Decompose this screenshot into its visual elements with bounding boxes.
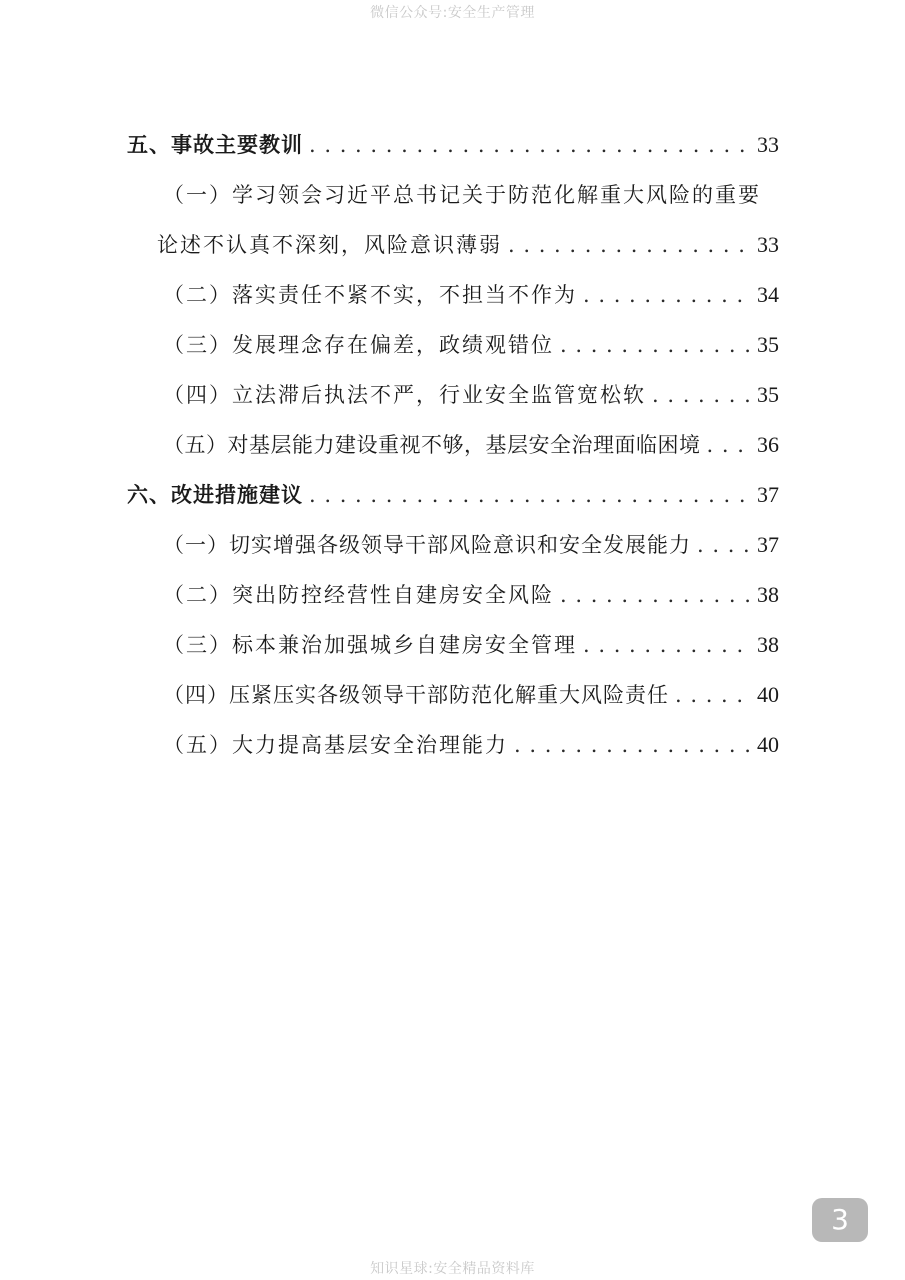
toc-entry-title: （三）标本兼治加强城乡自建房安全管理 bbox=[163, 633, 577, 657]
toc-entry[interactable] bbox=[163, 581, 779, 609]
toc-leader-dots bbox=[560, 331, 751, 359]
toc-entry[interactable] bbox=[163, 281, 779, 309]
toc-section-title: 五、事故主要教训 bbox=[127, 132, 303, 157]
toc-page-number: 40 bbox=[757, 732, 779, 757]
toc-leader-dots bbox=[652, 381, 751, 409]
toc-entry-title: （四）压紧压实各级领导干部防范化解重大风险责任 bbox=[163, 683, 669, 707]
toc-page-number: 35 bbox=[757, 382, 779, 407]
toc-leader-dots bbox=[707, 431, 752, 459]
toc-leader-dots bbox=[697, 531, 751, 559]
toc-leader-dots bbox=[514, 731, 751, 759]
toc-entry[interactable] bbox=[163, 731, 779, 759]
toc-entry-title: （二）落实责任不紧不实，不担当不作为 bbox=[163, 283, 577, 307]
toc-page-number: 34 bbox=[757, 282, 779, 307]
toc-entry[interactable] bbox=[163, 431, 779, 459]
toc-page-number: 40 bbox=[757, 682, 779, 707]
toc-page-number: 37 bbox=[757, 532, 779, 557]
toc-entry-title: 论述不认真不深刻，风险意识薄弱 bbox=[157, 233, 502, 257]
page-number-badge: 3 bbox=[812, 1198, 868, 1242]
toc-page-number: 35 bbox=[757, 332, 779, 357]
toc-section-heading[interactable] bbox=[127, 481, 779, 509]
toc-leader-dots bbox=[583, 281, 751, 309]
toc-leader-dots bbox=[309, 131, 751, 159]
toc-entry-title: （四）立法滞后执法不严，行业安全监管宽松软 bbox=[163, 383, 646, 407]
toc-entry-title: （三）发展理念存在偏差，政绩观错位 bbox=[163, 333, 554, 357]
toc-entry[interactable] bbox=[163, 331, 779, 359]
toc-page-number: 37 bbox=[757, 482, 779, 507]
toc-leader-dots bbox=[560, 581, 751, 609]
toc-leader-dots bbox=[583, 631, 751, 659]
toc-entry-title: （一）切实增强各级领导干部风险意识和安全发展能力 bbox=[163, 533, 691, 557]
toc-page-number: 38 bbox=[757, 582, 779, 607]
toc-entry[interactable] bbox=[163, 181, 779, 209]
toc-leader-dots bbox=[675, 681, 751, 709]
toc-page-number: 33 bbox=[757, 132, 779, 157]
toc-section-heading[interactable] bbox=[127, 131, 779, 159]
toc-entry-title: （一）学习领会习近平总书记关于防范化解重大风险的重要 bbox=[163, 183, 761, 207]
toc-entry[interactable] bbox=[163, 681, 779, 709]
toc-section-title: 六、改进措施建议 bbox=[127, 482, 303, 507]
toc-entry[interactable] bbox=[163, 381, 779, 409]
watermark-bottom: 知识星球:安全精品资料库 bbox=[370, 1261, 535, 1277]
toc-entry-title: （二）突出防控经营性自建房安全风险 bbox=[163, 583, 554, 607]
toc-leader-dots bbox=[309, 481, 751, 509]
toc-entry[interactable] bbox=[163, 631, 779, 659]
toc-entry[interactable] bbox=[163, 531, 779, 559]
toc-page-number: 33 bbox=[757, 232, 779, 257]
toc-entry-continuation[interactable] bbox=[157, 231, 779, 259]
toc-entry-title: （五）大力提高基层安全治理能力 bbox=[163, 733, 508, 757]
toc-page-number: 38 bbox=[757, 632, 779, 657]
toc-page-number: 36 bbox=[757, 432, 779, 457]
watermark-top: 微信公众号:安全生产管理 bbox=[370, 5, 535, 21]
toc-leader-dots bbox=[508, 231, 751, 259]
toc-entry-title: （五）对基层能力建设重视不够，基层安全治理面临困境 bbox=[163, 433, 701, 457]
